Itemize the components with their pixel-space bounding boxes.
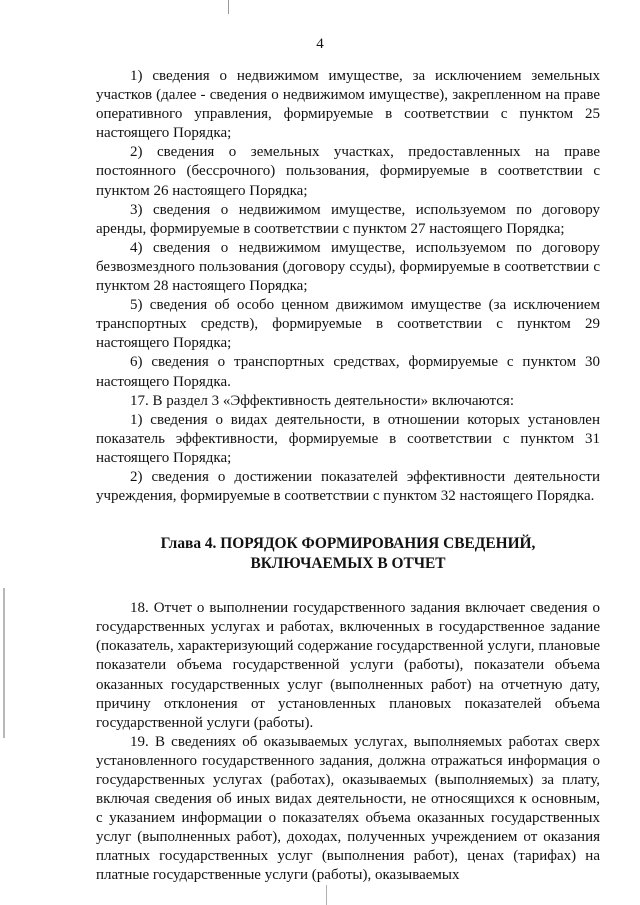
chapter-heading-line: Глава 4. ПОРЯДОК ФОРМИРОВАНИЯ СВЕДЕНИЙ, [160, 535, 536, 553]
paragraph: 19. В сведениях об оказываемых услугах, выполняемых работах сверх установленного государственного задания, должна отражаться информация о государственных услугах (работах), оказываемых (выполняемых) за плату, включая сведения об иных видах деятельности, не относящихся к основным, с указанием информации о показателях объема оказанных государственных услуг (выполненных работ), доходах, полученных учреждением от оказания платных государственных услуг (выполнения работ), ценах (тарифах) на платные государственные услуги (работы), оказываемых [96, 733, 600, 884]
scan-artifact-line [3, 588, 5, 738]
list-item: 5) сведения об особо ценном движимом имуществе (за исключением транспортных средств), формируемые в соответствии с пунктом 29 настоящего Порядка; [96, 297, 600, 352]
list-item: 3) сведения о недвижимом имуществе, используемом по договору аренды, формируемые в соответствии с пунктом 27 настоящего Порядка; [96, 201, 600, 237]
list-item: 2) сведения о земельных участках, предоставленных на праве постоянного (бессрочного) пользования, формируемые в соответствии с пунктом 26 настоящего Порядка; [96, 144, 600, 199]
document-body [96, 67, 600, 886]
chapter-heading-line: ВКЛЮЧАЕМЫХ В ОТЧЕТ [250, 554, 446, 572]
list-item: 6) сведения о транспортных средствах, формируемые с пунктом 30 настоящего Порядка. [96, 354, 600, 390]
page-number: 4 [316, 36, 324, 52]
list-item: 4) сведения о недвижимом имуществе, используемом по договору безвозмездного пользования (договору ссуды), формируемые в соответствии с пунктом 28 настоящего Порядка; [96, 239, 600, 295]
section-paragraph: 17. В раздел 3 «Эффективность деятельности» включаются: [130, 392, 514, 409]
chapter-heading [96, 534, 600, 573]
scan-artifact-line [228, 0, 229, 14]
paragraph: 18. Отчет о выполнении государственного задания включает сведения о государственных услугах и работах, включенных в государственное задание (показатель, характеризующий содержание государственной услуги, плановые показатели объема государственной услуги (работы), показатели объема оказанных государственных услуг (выполненных работ) на отчетную дату, причину отклонения от установленных плановых показателей объема государственной услуги (работы). [96, 600, 600, 731]
list-item: 1) сведения о видах деятельности, в отношении которых установлен показатель эффективности, формируемые в соответствии с пунктом 31 настоящего Порядка; [96, 411, 600, 466]
scan-artifact-line [326, 885, 327, 905]
list-item: 2) сведения о достижении показателей эффективности деятельности учреждения, формируемые в соответствии с пунктом 32 настоящего Порядка. [96, 468, 600, 505]
list-item: 1) сведения о недвижимом имуществе, за исключением земельных участков (далее - сведения о недвижимом имуществе), закрепленном на праве оперативного управления, формируемые в соответствии с пунктом 25 настоящего Порядка; [96, 68, 600, 142]
